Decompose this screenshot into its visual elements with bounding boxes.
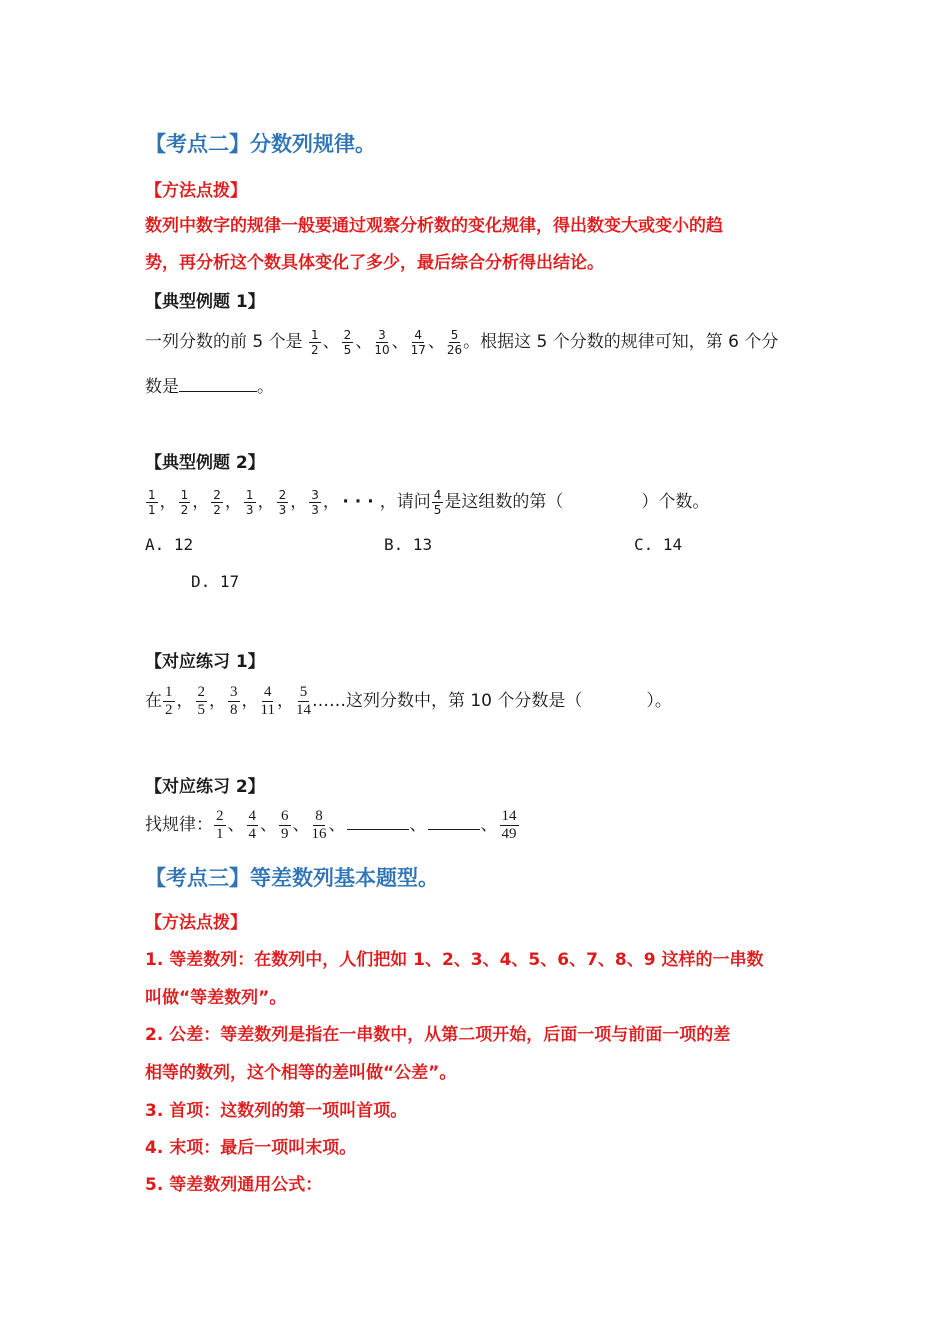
practice1-fraction-3: $\frac{3}{8}$ — [230, 683, 238, 718]
option-a[interactable]: A. 12 — [145, 535, 194, 554]
example2-fraction-3: $\frac{2}{2}$ — [213, 487, 221, 517]
section3-method-label: 【方法点拨】 — [145, 913, 247, 933]
section2-method-label: 【方法点拨】 — [145, 181, 247, 201]
practice2-question: 找规律： $\frac{2}{1}$ 、 $\frac{4}{4}$ 、 $\frac{6}{9}$ 、 $\frac{8}{16}$ 、 、 、 $\frac{14}{49}$ — [145, 807, 517, 842]
section3-item2-line1: 2. 公差：等差数列是指在一串数中，从第二项开始，后面一项与前面一项的差 — [145, 1025, 731, 1045]
example1-fraction-2: $\frac{2}{5}$ — [343, 327, 352, 357]
practice2-label: 【对应练习 2】 — [145, 777, 265, 797]
practice2-blank-1[interactable] — [347, 828, 409, 830]
example1-answer-blank[interactable] — [179, 390, 257, 392]
section3-item1-line2: 叫做“等差数列”。 — [145, 988, 287, 1008]
section3-item1-line1: 1. 等差数列：在数列中，人们把如 1、2、3、4、5、6、7、8、9 这样的一串数 — [145, 950, 764, 970]
option-b[interactable]: B. 13 — [384, 535, 433, 554]
practice2-fraction-3: $\frac{6}{9}$ — [281, 807, 289, 842]
section3-item5: 5. 等差数列通用公式： — [145, 1175, 323, 1195]
option-c[interactable]: C. 14 — [634, 535, 683, 554]
example1-question-line2: 数是 。 — [145, 377, 274, 397]
example1-fraction-3: $\frac{3}{10}$ — [374, 327, 390, 357]
section2-method-line1: 数列中数字的规律一般要通过观察分析数的变化规律，得出数变大或变小的趋 — [145, 216, 723, 236]
example2-fraction-5: $\frac{2}{3}$ — [278, 487, 287, 517]
option-d[interactable]: D. 17 — [191, 572, 240, 591]
practice2-fraction-1: $\frac{2}{1}$ — [216, 807, 224, 842]
example1-suffix: 。根据这 5 个分数的规律可知，第 6 个分 — [463, 332, 779, 352]
section3-item2-line2: 相等的数列，这个相等的差叫做“公差”。 — [145, 1063, 457, 1083]
example1-question-line1: 一列分数的前 5 个是 $\frac{1}{2}$ 、 $\frac{2}{5}$ 、 $\frac{3}{10}$ 、 $\frac{4}{17}$ 、 $\frac{5}{26}$ 。根据这 5 个分数的规律可知，第 6 个分 — [145, 327, 779, 357]
section3-title: 【考点三】等差数列基本题型。 — [145, 866, 439, 890]
practice1-question: 在 $\frac{1}{2}$ ， $\frac{2}{5}$ ， $\frac{3}{8}$ ， $\frac{4}{11}$ ， $\frac{5}{14}$ ……这列分数中，第 10 个分数是（ ）。 — [145, 683, 672, 718]
section2-title: 【考点二】分数列规律。 — [145, 132, 376, 156]
example2-question: $\frac{1}{1}$ ， $\frac{1}{2}$ ， $\frac{2}{2}$ ， $\frac{1}{3}$ ， $\frac{2}{3}$ ， $\frac{3}{3}$ ， ···，请问 $\frac{4}{5}$ 是这组数的第（ ）个数。 — [148, 487, 710, 517]
example2-fraction-6: $\frac{3}{3}$ — [311, 487, 319, 517]
section3-item4: 4. 末项：最后一项叫末项。 — [145, 1138, 357, 1158]
example2-fraction-4: $\frac{1}{3}$ — [245, 487, 254, 517]
practice2-blank-2[interactable] — [428, 828, 480, 830]
practice1-fraction-4: $\frac{4}{11}$ — [260, 683, 275, 718]
example1-fraction-1: $\frac{1}{2}$ — [311, 327, 319, 357]
practice2-fraction-4: $\frac{8}{16}$ — [311, 807, 327, 842]
example2-ellipsis: ··· — [342, 492, 380, 512]
example1-label: 【典型例题 1】 — [145, 292, 265, 312]
example2-label: 【典型例题 2】 — [145, 453, 265, 473]
practice1-fraction-5: $\frac{5}{14}$ — [295, 683, 311, 718]
practice1-fraction-1: $\frac{1}{2}$ — [165, 683, 173, 718]
section2-method-line2: 势，再分析这个数具体变化了多少，最后综合分析得出结论。 — [145, 253, 604, 273]
section3-item3: 3. 首项：这数列的第一项叫首项。 — [145, 1101, 408, 1121]
example1-fraction-5: $\frac{5}{26}$ — [446, 327, 463, 357]
practice1-label: 【对应练习 1】 — [145, 652, 265, 672]
example1-fraction-4: $\frac{4}{17}$ — [410, 327, 426, 357]
example1-prefix: 一列分数的前 5 个是 — [145, 332, 303, 352]
example2-fraction-1: $\frac{1}{1}$ — [148, 487, 156, 517]
practice2-fraction-2: $\frac{4}{4}$ — [248, 807, 256, 842]
practice2-fraction-last: $\frac{14}{49}$ — [501, 807, 517, 842]
example2-target-fraction: $\frac{4}{5}$ — [433, 487, 442, 517]
practice1-fraction-2: $\frac{2}{5}$ — [197, 683, 205, 718]
example2-fraction-2: $\frac{1}{2}$ — [180, 487, 189, 517]
